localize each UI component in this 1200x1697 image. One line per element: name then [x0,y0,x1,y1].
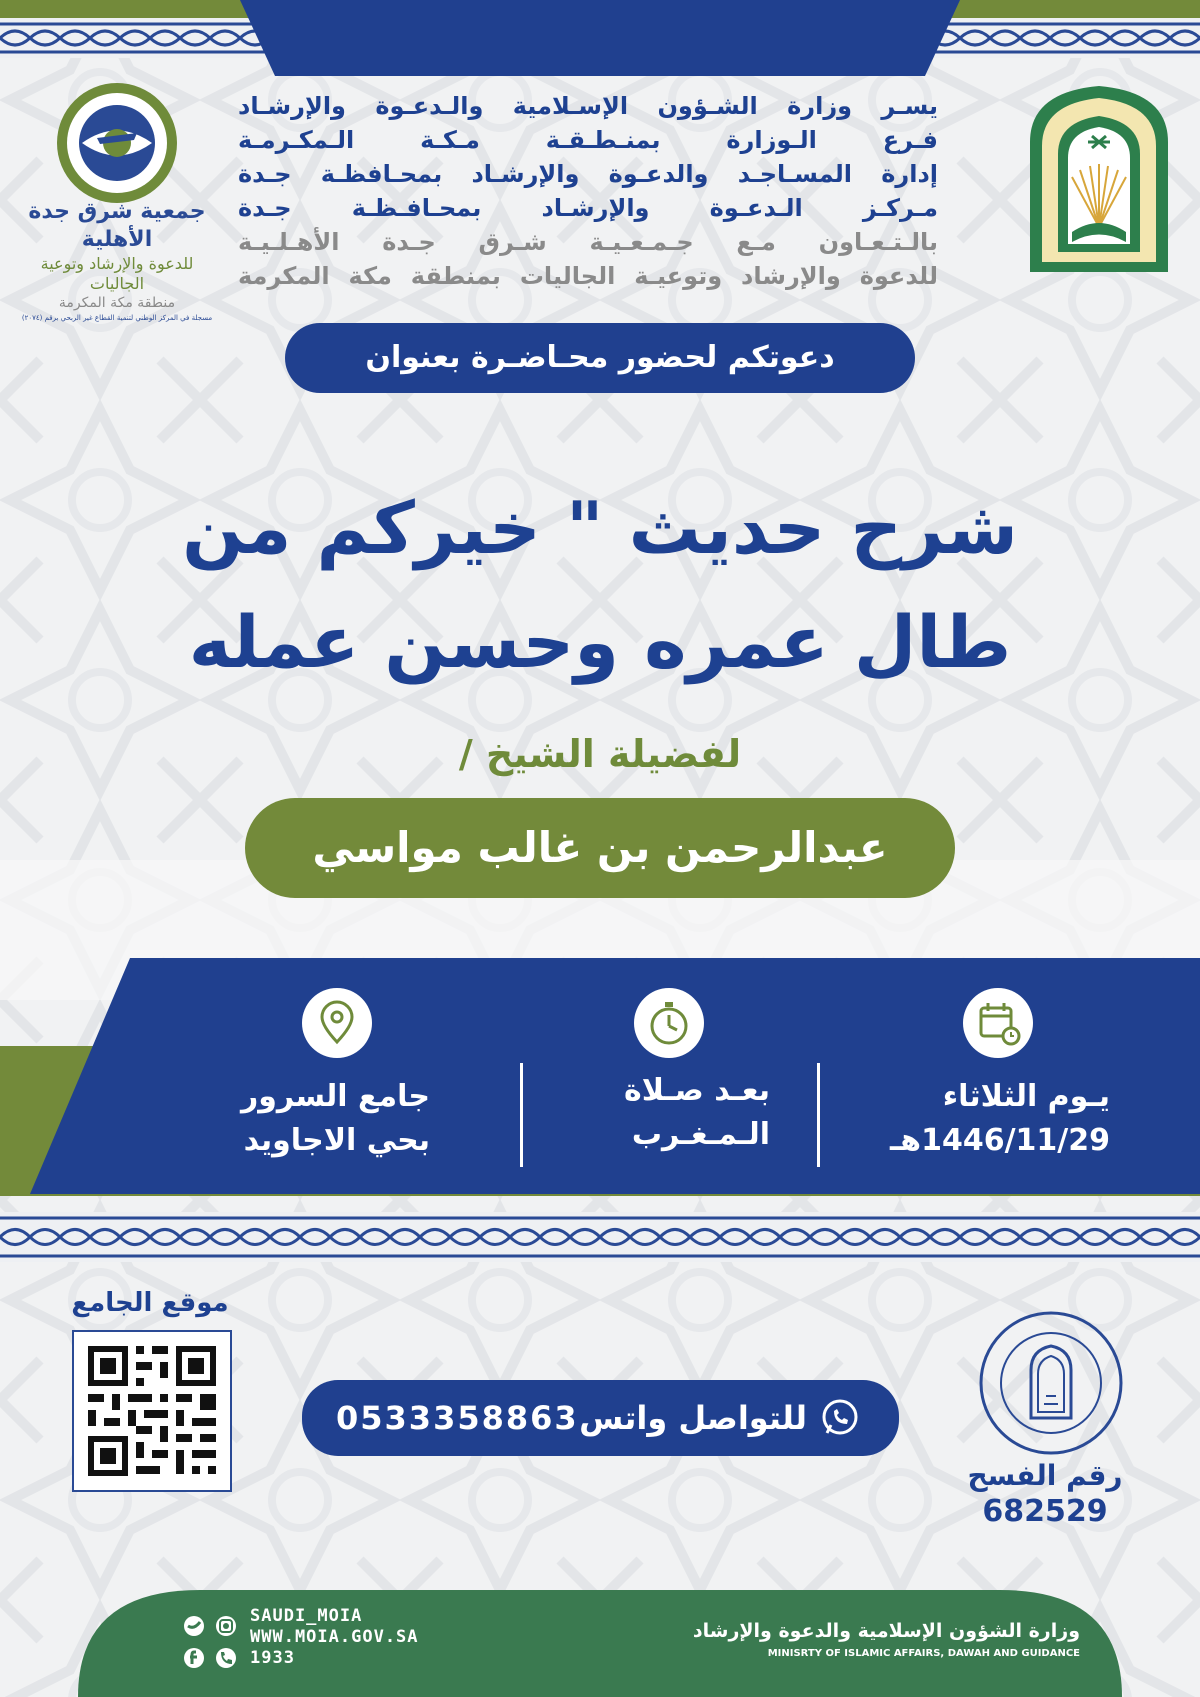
stopwatch-icon [634,988,704,1058]
association-logo [52,78,182,208]
permit-label: رقم الفسح [967,1459,1123,1492]
whatsapp-number: 0533358863 [336,1399,579,1437]
middle-border [0,1212,1200,1262]
top-border [0,0,1200,80]
invite-label: دعوتكم لحضور محـاضـرة بعنوان [285,323,915,393]
lecture-title-line2: طال عمره وحسن عمله [188,600,1012,684]
sheikh-label: لفضيلة الشيخ / [458,732,742,776]
whatsapp-icon [819,1397,861,1439]
place-info [190,1075,430,1163]
instagram-icon [216,1616,236,1636]
footer-contact [250,1606,470,1669]
calendar-icon-circle [963,988,1033,1058]
footer-ministry-ar: وزارة الشؤون الإسلامية والدعوة والإرشاد [692,1620,1080,1642]
association-name-line1: جمعية شرق جدة الأهلية [28,199,206,252]
time-info [530,1069,770,1157]
whatsapp-contact[interactable] [302,1380,899,1456]
info-divider [520,1063,523,1167]
intro-line-1: يسـر وزارة الشـؤون الإسـلامية والـدعـوة والإرشـاد [238,92,938,120]
time-line2: الـمـغـرب [631,1117,770,1152]
footer-phone-number: 1933 [250,1648,295,1668]
sheikh-name: عبدالرحمن بن غالب مواسي [245,798,955,898]
intro-line-5: بالـتـعـاون مـع جـمـعـيـة شـرق جـدة الأهـلـيـة [238,228,938,256]
footer-ministry-en: MINISRTY OF ISLAMIC AFFAIRS, DAWAH AND GUIDANCE [767,1648,1080,1659]
intro-line-4: مـركـز الـدعـوة والإرشـاد بمحـافـظـة جـدة [238,194,938,222]
facebook-icon [184,1648,204,1668]
phone-icon [216,1648,236,1668]
twitter-icon [184,1616,204,1636]
mosque-location-label: موقع الجامع [71,1288,229,1318]
calendar-icon [963,988,1033,1058]
footer-ministry [680,1616,1080,1662]
association-name-line2: للدعوة والإرشاد وتوعية الجاليات [40,254,194,293]
intro-line-2: فـرع الـوزارة بمنـطـقـة مـكـة الـمكـرمـة [238,126,938,154]
date-value: 1446/11/29هـ [890,1123,1110,1158]
association-name-line3: منطقة مكة المكرمة [58,295,176,311]
association-name [12,198,222,324]
place-line1: جامع السرور [240,1079,430,1114]
whatsapp-label: للتواصل واتس [579,1399,807,1437]
lecture-title-line1: شرح حديث " خيركم من [182,486,1018,570]
permit-number: 682529 [982,1494,1108,1529]
ministry-logo [1022,82,1177,277]
date-info [870,1075,1110,1163]
intro-line-3: إدارة المسـاجـد والدعـوة والإرشـاد بمحـافظـة جـدة [238,160,938,188]
intro-line-6: للدعوة والإرشاد وتوعيـة الجاليات بمنطقة مكة المكرمة [238,262,938,290]
time-line1: بعـد صـلاة [624,1073,770,1108]
permit-info [960,1458,1130,1530]
social-icons [182,1614,240,1672]
qr-code-image [74,1332,230,1490]
location-pin-icon-circle [302,988,372,1058]
permit-stamp [976,1308,1126,1458]
place-line2: بحي الاجاويد [243,1123,430,1158]
footer-handle: SAUDI_MOIA [250,1606,363,1626]
footer-website[interactable]: WWW.MOIA.GOV.SA [250,1627,419,1647]
location-pin-icon [302,988,372,1058]
date-day: يـوم الثلاثاء [942,1079,1110,1114]
info-divider [817,1063,820,1167]
association-reg: مسجلة في المركز الوطني لتنمية القطاع غير الربحي برقم (٢٠٧٤) [21,314,213,322]
qr-code[interactable] [72,1330,232,1492]
stopwatch-icon-circle [634,988,704,1058]
